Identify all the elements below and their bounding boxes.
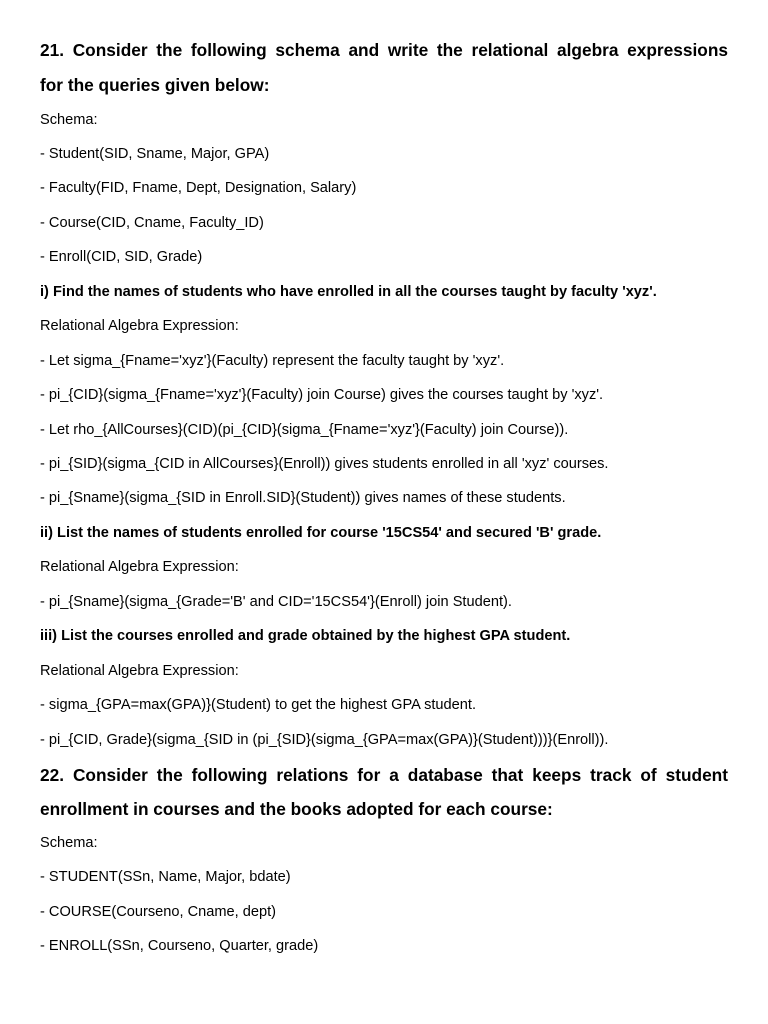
q21-part-ii-title: ii) List the names of students enrolled for course '15CS54' and secured 'B' grade. <box>40 525 602 541</box>
q21-part-i-line: - Let sigma_{Fname='xyz'}(Faculty) represent the faculty taught by 'xyz'. <box>40 353 505 369</box>
q21-schema-enroll: - Enroll(CID, SID, Grade) <box>40 249 203 265</box>
q21-part-iii-label: Relational Algebra Expression: <box>40 663 239 679</box>
q21-schema-label: Schema: <box>40 112 98 128</box>
q22-schema-label: Schema: <box>40 835 98 851</box>
q22-schema-student: - STUDENT(SSn, Name, Major, bdate) <box>40 869 291 885</box>
q21-part-i-line: - pi_{SID}(sigma_{CID in AllCourses}(Enroll)) gives students enrolled in all 'xyz' courses. <box>40 456 609 472</box>
q21-part-i-label: Relational Algebra Expression: <box>40 318 239 334</box>
q21-schema-student: - Student(SID, Sname, Major, GPA) <box>40 146 270 162</box>
q21-part-i-line: - pi_{CID}(sigma_{Fname='xyz'}(Faculty) join Course) gives the courses taught by 'xyz'. <box>40 387 604 403</box>
q21-part-iii-title: iii) List the courses enrolled and grade obtained by the highest GPA student. <box>40 628 571 644</box>
q21-part-ii-line: - pi_{Sname}(sigma_{Grade='B' and CID='15CS54'}(Enroll) join Student). <box>40 594 512 610</box>
q21-schema-course: - Course(CID, Cname, Faculty_ID) <box>40 215 264 231</box>
q21-heading-line2: for the queries given below: <box>40 75 270 95</box>
q21-part-iii-line: - pi_{CID, Grade}(sigma_{SID in (pi_{SID}(sigma_{GPA=max(GPA)}(Student)))}(Enroll)). <box>40 732 609 748</box>
q21-part-i-line: - Let rho_{AllCourses}(CID)(pi_{CID}(sigma_{Fname='xyz'}(Faculty) join Course)). <box>40 422 569 438</box>
q21-heading-line1: 21. Consider the following schema and write the relational algebra expressions <box>40 40 728 60</box>
q21-part-ii-label: Relational Algebra Expression: <box>40 559 239 575</box>
q21-schema-faculty: - Faculty(FID, Fname, Dept, Designation, Salary) <box>40 180 357 196</box>
q22-heading-line1: 22. Consider the following relations for a database that keeps track of student <box>40 765 728 785</box>
q22-schema-enroll: - ENROLL(SSn, Courseno, Quarter, grade) <box>40 938 319 954</box>
q21-part-iii-line: - sigma_{GPA=max(GPA)}(Student) to get the highest GPA student. <box>40 697 477 713</box>
q22-schema-course: - COURSE(Courseno, Cname, dept) <box>40 904 277 920</box>
q21-part-i-title: i) Find the names of students who have enrolled in all the courses taught by faculty 'xyz'. <box>40 284 657 300</box>
q21-part-i-line: - pi_{Sname}(sigma_{SID in Enroll.SID}(Student)) gives names of these students. <box>40 490 566 506</box>
q22-heading-line2: enrollment in courses and the books adopted for each course: <box>40 799 553 819</box>
